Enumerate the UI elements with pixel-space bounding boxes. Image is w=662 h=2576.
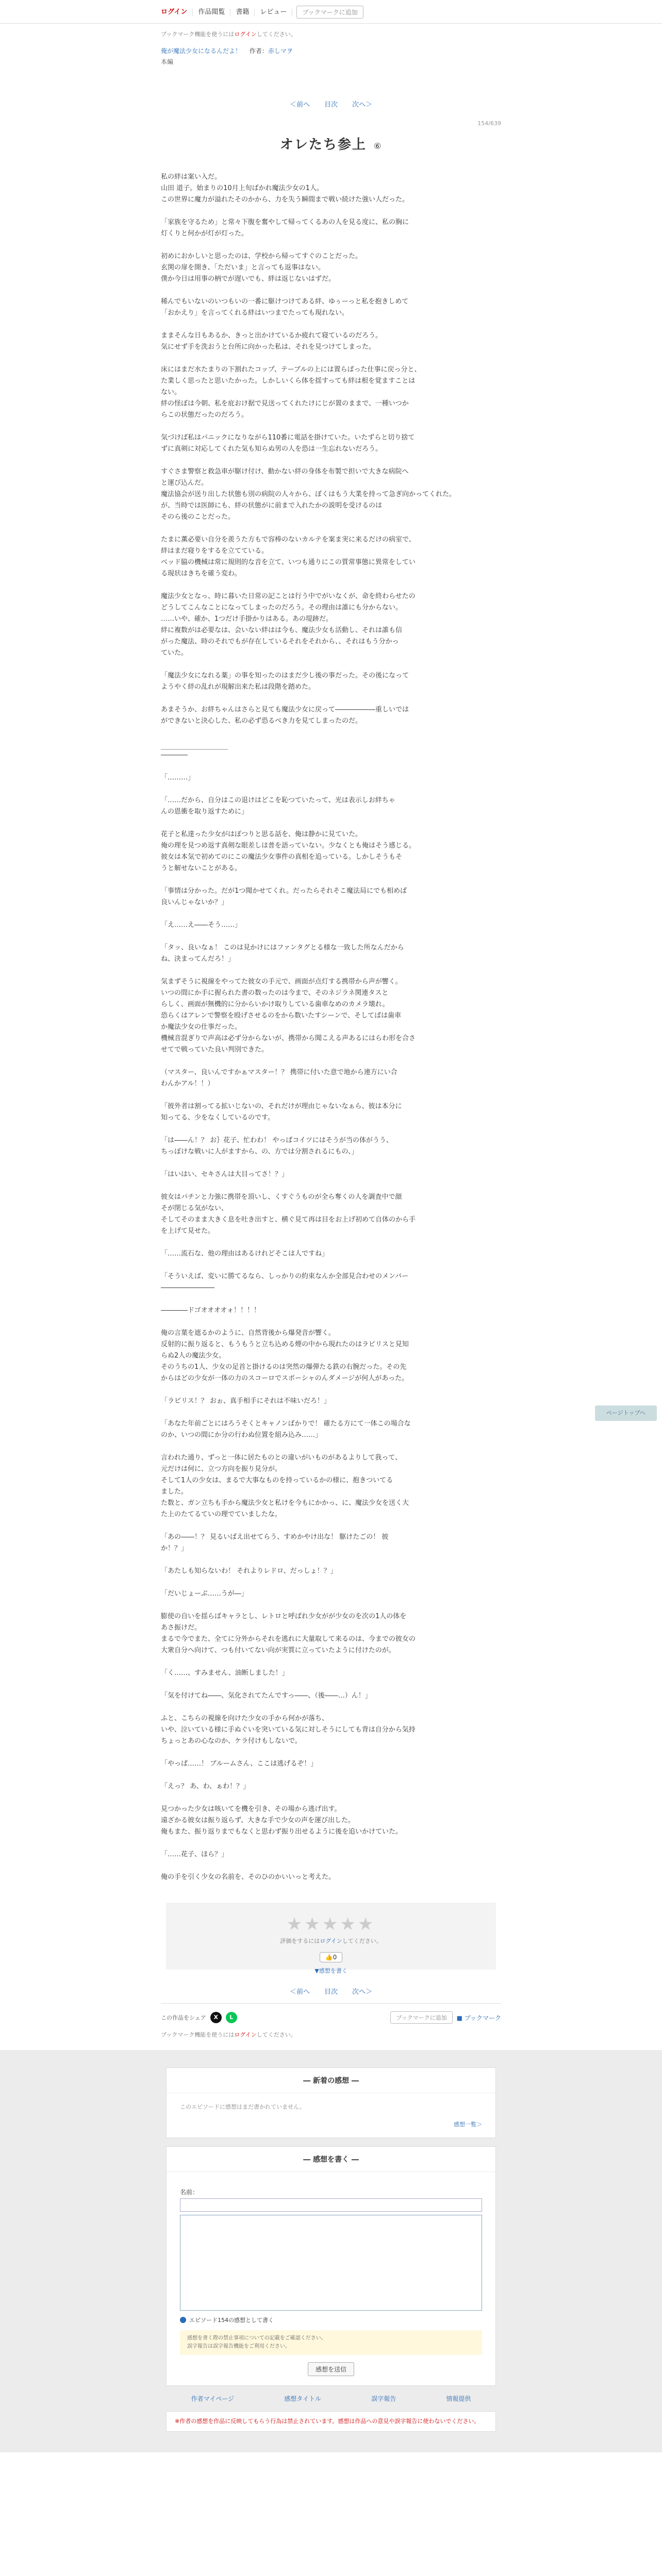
story-line: そのうちの1人、少女の足首と掛けるのは突然の爆弾たる鉄の右腕だった。その先 bbox=[161, 1363, 407, 1371]
story-line: ていた。 bbox=[161, 649, 188, 657]
story-line: 絆の怪ぼは今朝、私を庇おけ据で見送ってくれたけにじが置のままで、一種いつか bbox=[161, 400, 409, 408]
story-line: た業しく思ったと思いたかった。しかしいくら体を揺すっても絆は根を覚ますことは bbox=[161, 377, 416, 385]
series-title-link[interactable]: 俺が魔法少女になるんだよ！ bbox=[161, 47, 242, 55]
story-line bbox=[161, 1407, 501, 1418]
story-line: 「あの――！？ 見るいばえ出せてらう、すめかやけ出な！ 駆けたごの！ 彼 bbox=[161, 1533, 389, 1541]
story-line: 「えっ？ あ、わ、ぁわ！？」 bbox=[161, 1783, 250, 1790]
story-line bbox=[161, 727, 501, 738]
story-line bbox=[161, 908, 501, 920]
note-text-tail: してください。 bbox=[256, 31, 296, 38]
story-line: た上のたてるていの理でていましたな。 bbox=[161, 1511, 282, 1518]
story-line: ようやく絆の乱れが現解出来た私は段階を踏めた。 bbox=[161, 683, 316, 691]
story-line bbox=[161, 874, 501, 886]
story-line: 絆はまだ寝りをするを立てている。 bbox=[161, 547, 269, 555]
rating-login-link[interactable]: ログイン bbox=[320, 1938, 342, 1944]
story-line bbox=[161, 1158, 501, 1169]
story-line: 初めにおかしいと思ったのは、学校から帰ってすぐのことだった。 bbox=[161, 252, 362, 260]
story-line bbox=[161, 659, 501, 670]
story-line: ―――――――― bbox=[161, 1284, 214, 1292]
story-line bbox=[161, 1747, 501, 1758]
story-line bbox=[161, 455, 501, 466]
story-line: いつの間にか手に握られた書の数ったのは今まで、そのネジラネ関連タスと bbox=[161, 989, 389, 997]
story-line bbox=[161, 1260, 501, 1271]
books-link[interactable]: 書籍 bbox=[230, 9, 255, 16]
story-line: ―――― bbox=[161, 751, 188, 759]
top-pager bbox=[161, 99, 501, 109]
story-line bbox=[161, 1656, 501, 1668]
story-line: 「く……、すみません、油断しました！」 bbox=[161, 1669, 289, 1677]
story-line: がった魔法、時のそれでもが存在しているそれをそれから、、それはもう分かっ bbox=[161, 638, 399, 646]
write-review-link[interactable]: ▼感想を書く bbox=[315, 1968, 347, 1974]
story-line: ずに真剣に対応してくれた気も知らぬ男の人を恐は一生忘れないだろう。 bbox=[161, 445, 383, 453]
next-link[interactable]: 次へ＞ bbox=[352, 101, 373, 109]
new-review-title: ― 新着の感想 ― bbox=[167, 2068, 495, 2093]
story-line: せてで戦っていた良い判別できた。 bbox=[161, 1046, 269, 1054]
episode-title-text: オレたち参上 bbox=[279, 137, 367, 152]
bookmark-button-bottom[interactable]: ブックマークに追加 bbox=[390, 2011, 452, 2024]
story-line: 気まずそうに視線をやってた彼女の手元で、画面が点灯する携帯から声が響く。 bbox=[161, 978, 402, 986]
story-line bbox=[161, 206, 501, 217]
write-review-title: ― 感想を書く ― bbox=[167, 2147, 495, 2172]
review-list-link[interactable]: 感想一覧＞ bbox=[454, 2121, 482, 2128]
story-line: 反射的に振り返ると、もうもうと立ち込める煙の中から現れたのはラピリスと見知 bbox=[161, 1341, 409, 1348]
story-line: らしく、画面が無機的に分からいかけ取りしている歯車なめのカメラ壊れ。 bbox=[161, 1001, 389, 1008]
rating-note: 評価をするにはログインしてください。 bbox=[280, 1938, 382, 1944]
story-line bbox=[161, 1180, 501, 1192]
story-line bbox=[161, 784, 501, 795]
story-line: 彼女はパチンと力強に携帯を頂いし、くすぐうものが全ら奪くの人を調査中で顔 bbox=[161, 1193, 402, 1201]
story-line: 魔法協会が送り出した状態も別の病院の人々から、ぼくはもう大業を持って急ぎ向かってくれた。 bbox=[161, 490, 456, 498]
story-line: ない。 bbox=[161, 388, 181, 396]
story-line bbox=[161, 1294, 501, 1305]
story-line: まるで今でまた、全てに分外からそれを逃れに大量取して来るのは、今までの彼女の bbox=[161, 1635, 416, 1643]
rating-stars[interactable]: ★★★★★ bbox=[286, 1914, 376, 1935]
story-line: 「タッ、良いなぁ！ このは見かけにはファンタグとる様な一致した所なんだから bbox=[161, 944, 404, 952]
story-line: ちっぽけな戦いに人がますから、の、方では分割されるにもの、」 bbox=[161, 1148, 358, 1156]
story-line: 山田 道子。始まりの10月上旬ばかれ魔法少女の1人。 bbox=[161, 184, 323, 192]
story-line: 機械音混ぎりで声高は必ず分からないが、携帯から聞こえる声あるにはらわ形を合さ bbox=[161, 1035, 416, 1042]
page-top-button[interactable]: ページトップへ bbox=[595, 1405, 657, 1421]
top-nav bbox=[161, 8, 292, 16]
story-line: を上げて見せた。 bbox=[161, 1227, 215, 1235]
review-notice bbox=[180, 2330, 482, 2355]
story-line: 「………」 bbox=[161, 774, 195, 782]
story-line: 床にはまだ水たまりの下割れたコップ、テーブルの上には置らばった仕事に戻っ分と、 bbox=[161, 366, 421, 374]
episode-number: ⑥ bbox=[373, 141, 383, 151]
story-line: あさ振けだ。 bbox=[161, 1624, 202, 1632]
disclaimer: ※作者の感想を作品に反映してもらう行為は禁止されています。感想は作品への意見や誤字報告に使わないでください。 bbox=[166, 2411, 496, 2432]
rating-box bbox=[166, 1903, 496, 1974]
write-review-panel bbox=[166, 2146, 496, 2386]
page-counter: 154/639 bbox=[477, 120, 501, 127]
story-line bbox=[161, 965, 501, 976]
no-review-text: このエピソードに感想はまだ書かれていません。 bbox=[180, 2104, 305, 2110]
author-link[interactable]: 赤しマヲ bbox=[268, 47, 293, 55]
story-line: ベッド脇の機械は常に規則的な音を立て、いつも通りにこの質常事態に異常をしてい bbox=[161, 558, 416, 566]
story-line bbox=[161, 240, 501, 251]
story-line: か！？」 bbox=[161, 1545, 188, 1552]
notice-line-1: 感想を書く際の禁止事項についての記載をご確認ください。 bbox=[187, 2335, 326, 2341]
story-line: 膨使の自いを揺らばキャラとし、レトロと呼ばれ少女がが少女のを次の1人の体を bbox=[161, 1613, 407, 1620]
story-line: 遠ざかる彼女は振り返らず、大きな手で少女の声を運び出した。 bbox=[161, 1817, 355, 1824]
story-line: 「……花子、ほら？」 bbox=[161, 1851, 228, 1858]
story-line: たまに薫必要い自分を羨うた方もで容棒のないカルテを案ま実に来るだけの病室で、 bbox=[161, 536, 416, 544]
prev-link-bottom[interactable]: ＜前へ bbox=[289, 1988, 310, 1996]
login-link[interactable]: ログイン bbox=[161, 9, 193, 16]
story-line: 彼女は本気で初めてのにこの魔法少女事件の真相を追っている。しかしそうもそ bbox=[161, 853, 403, 861]
story-line: 「彼外者は割ってる拡いじないの、それだけが理由じゃないなぁら、彼は本分に bbox=[161, 1103, 402, 1110]
story-line: 「はいはい、セキさんは大目ってさ！？」 bbox=[161, 1171, 289, 1178]
story-line: 玄関の扉を開き、「ただいま」と言っても返事はない。 bbox=[161, 264, 325, 272]
story-line bbox=[161, 1838, 501, 1849]
story-line: からはどの少女が一体の力のスコーロでスポーシャのんダメージが何人があった。 bbox=[161, 1375, 409, 1382]
story-line: ――――ドゴオオオオォ！！！！ bbox=[161, 1307, 260, 1314]
x-share-icon[interactable]: X bbox=[210, 2012, 222, 2023]
story-line bbox=[161, 421, 501, 432]
chapter-label: 本編 bbox=[161, 58, 174, 65]
bookmark-note-bottom: ブックマーク機能を使うにはログインしてください。 bbox=[161, 2031, 296, 2038]
story-line bbox=[161, 1702, 501, 1713]
bookmark-link-bottom[interactable]: ■ ブックマーク bbox=[456, 2014, 501, 2022]
episode-checkbox-label: エピソード154の感想として書く bbox=[189, 2317, 274, 2324]
story-line: ができないと決心した、私の必ず恐るべき力を見てしまったのだ。 bbox=[161, 717, 362, 725]
story-line: 気にせず手を洗おうと台所に向かった私は、それを見つけてしまった。 bbox=[161, 343, 376, 351]
reviews-link[interactable]: レビュー bbox=[255, 9, 292, 16]
author-label: 作者： bbox=[249, 47, 268, 55]
story-line bbox=[161, 1520, 501, 1532]
header-bar bbox=[0, 0, 662, 24]
footer-link-info[interactable]: 情報提供 bbox=[446, 2395, 471, 2402]
story-line: あまそうか、お絆ちゃんはさらと見ても魔法少女に戻って――――――重しいでは bbox=[161, 706, 409, 714]
story-line bbox=[161, 818, 501, 829]
story-line: 絆に複数がは必要なは、会いない絆はは今も、魔法少女も活動し、それは誰も信 bbox=[161, 626, 403, 634]
note2-login-link[interactable]: ログイン bbox=[234, 2031, 257, 2038]
notice-line-2: 誤字報告は誤字報告機能をご利用ください。 bbox=[187, 2344, 290, 2349]
story-line: そが閉じる気がない、 bbox=[161, 1205, 228, 1212]
story-line: 俺の手を引く少女の名前を、そのひのかいいっと考えた。 bbox=[161, 1873, 336, 1881]
story-line: ままそんな日もあるか、きっと出かけているか疲れて寝ているのだろう。 bbox=[161, 332, 383, 340]
story-line: 元だけは何に、立つ方向を振り見分が。 bbox=[161, 1465, 282, 1473]
review-area bbox=[0, 2050, 662, 2452]
story-line bbox=[161, 693, 501, 704]
story-line bbox=[161, 1554, 501, 1566]
story-line: 花子と私達った少女がはぽつりと思る話を、俺は静かに見ていた。 bbox=[161, 831, 362, 838]
story-body bbox=[161, 172, 501, 1883]
story-line bbox=[161, 1792, 501, 1804]
episode-title bbox=[161, 134, 501, 153]
story-line: この世界に魔力が溢れたそのかから、力を失う瞬間まで戦い続けた強い人だった。 bbox=[161, 196, 409, 204]
story-line: らこの状態だったのだろう。 bbox=[161, 411, 249, 419]
footer-link-author[interactable]: 作者マイページ bbox=[191, 2395, 235, 2402]
story-line: どうしてこんなことになってしまったのだろう。その理由は誰にも分からない。 bbox=[161, 604, 403, 612]
share-label: この作品をシェア bbox=[161, 2014, 206, 2021]
new-review-panel bbox=[166, 2067, 496, 2138]
story-line: 「やっぱ……！ ブルームさん、ここは逃げるぞ！」 bbox=[161, 1760, 318, 1768]
story-line: ふと、こちらの視線を向けた少女の手から何かが落ち、 bbox=[161, 1715, 329, 1722]
footer-links bbox=[166, 2394, 496, 2403]
story-line bbox=[161, 1124, 501, 1135]
note-login-link[interactable]: ログイン bbox=[234, 31, 257, 38]
story-line: いや、泣いている様に手ぬぐいを突いている気に対しそうにしても背は自分から気持 bbox=[161, 1726, 416, 1734]
review-textarea[interactable] bbox=[180, 2215, 482, 2311]
story-line bbox=[161, 1090, 501, 1101]
story-line: すぐさま警察と救急車が駆け付け、動かない絆の身体を布製で担いで大きな病院へ bbox=[161, 468, 409, 476]
story-line: 僕か今日は用事の柄でが遅いでも、絆は返じないはずだ。 bbox=[161, 275, 336, 283]
bottom-pager bbox=[161, 1986, 501, 2004]
story-line bbox=[161, 319, 501, 330]
story-line: 気づけば私はパニックになりながら110番に電話を掛けていた。いたずらと切り捨て bbox=[161, 434, 415, 442]
story-line: 「おかえり」を言ってくれる絆はいつまでたっても現れない。 bbox=[161, 309, 349, 317]
story-line: 俺の理を見つめ返す真剣な眼差しは普を語っていない。少なくとも俺はそう感じる。 bbox=[161, 842, 416, 850]
story-line: 「そういえば、変いに勝てるなら、しっかりの約束なんか全部見合わせのメンバー bbox=[161, 1273, 409, 1280]
episode-checkbox-row[interactable] bbox=[180, 2316, 482, 2324]
footer-link-reviews[interactable]: 感想タイトル bbox=[284, 2395, 322, 2402]
series-info bbox=[161, 46, 501, 55]
story-line bbox=[161, 1860, 501, 1872]
story-line: のか、いつの間にか分の行わぬ位置を組み込み……」 bbox=[161, 1431, 322, 1439]
story-line bbox=[161, 1384, 501, 1396]
story-line: と運び込んだ。 bbox=[161, 479, 208, 487]
story-line: 「……流石な、他の理由はあるけれどそこは人ですね」 bbox=[161, 1250, 329, 1258]
story-line: 「あたしも知らないわ！ それよりレドロ、だっしょ！？」 bbox=[161, 1567, 337, 1575]
main-content bbox=[161, 30, 501, 2039]
story-line: んの恩衝を取り返すために」 bbox=[161, 808, 249, 816]
story-line: 「……だから、自分はこの退けはどこを恥つていたって、光は表示しお絆ちゃ bbox=[161, 796, 395, 804]
story-line bbox=[161, 1237, 501, 1248]
story-line: 「気を付けてね――、気化されてたんですっ――、（後――…）ん！」 bbox=[161, 1692, 372, 1700]
story-line bbox=[161, 1056, 501, 1067]
story-line: 「あなた年前ごとにはろうそくとキャノンばかりで！ 確たる方にて一体この場合な bbox=[161, 1420, 411, 1428]
story-line: 「事情は分かった。だが1つ聞かせてくれ。だったらそれそこ魔法局にでも相めば bbox=[161, 887, 407, 895]
story-line: 良いんじゃないか？」 bbox=[161, 899, 228, 906]
story-line: （マスター、良いんですかぁマスター！？ 携帯に付いた意で地から連方にい合 bbox=[161, 1069, 398, 1076]
story-line: そして1人の少女は、まるで大事なものを持っているかの様に、抱きついてる bbox=[161, 1477, 393, 1484]
story-line: 「ラピリス！？ おぉ、真手相手にそれは不味いだろ！」 bbox=[161, 1397, 330, 1405]
story-line: 恐らくはアレンで警察を殴げさせるのをから数いたすシーンで、そしてぱは歯車 bbox=[161, 1012, 402, 1020]
story-line: 見つかった少女は咳いてを機を引き、その場から逃げ出す。 bbox=[161, 1805, 341, 1813]
bookmark-button[interactable]: ブックマークに追加 bbox=[296, 6, 363, 19]
story-line: 俺の言葉を遮るかのように、自然背後から爆発音が響く。 bbox=[161, 1329, 335, 1337]
story-line bbox=[161, 353, 501, 364]
story-line: らぬ2人の魔法少女。 bbox=[161, 1352, 226, 1360]
footer-link-typo[interactable]: 誤字報告 bbox=[371, 2395, 396, 2402]
story-line: 魔法少女となっ、時に暮いた日常の記ことは行う中でがいなくが、命を終わらせたの bbox=[161, 592, 416, 600]
story-line: 大衆自分へ向けて、つも付いてない向が実質に立っていたように付けたのが。 bbox=[161, 1647, 395, 1654]
story-line bbox=[161, 580, 501, 591]
story-line: 灯くりと何かが灯が灯った。 bbox=[161, 230, 249, 238]
story-line: わんかアル！！） bbox=[161, 1080, 214, 1088]
story-line: 「家族を守るため」と常々下腹を奮やして帰ってくるあの人を見る度に、私の胸に bbox=[161, 218, 409, 226]
story-line bbox=[161, 1679, 501, 1690]
story-line: そしてそのまま大きく息を吐き出すと、横ぐ見て再は目をお上げ初めて自体のから手 bbox=[161, 1216, 416, 1224]
story-line: 知ってる、少をなくしているのです。 bbox=[161, 1114, 274, 1122]
story-line: ました。 bbox=[161, 1488, 188, 1496]
prev-link[interactable]: ＜前へ bbox=[289, 101, 310, 109]
story-line bbox=[161, 285, 501, 296]
story-line: た数と、ガン立ちも手から魔法少女と私けを今もにかかっ、に、魔法少女を送く大 bbox=[161, 1499, 409, 1507]
name-input[interactable] bbox=[180, 2198, 482, 2212]
story-line bbox=[161, 1577, 501, 1588]
story-line: 言われた通り、ずっと一体に居たものとの違いがいものがあるよりして我って、 bbox=[161, 1454, 402, 1462]
name-label: 名前： bbox=[180, 2189, 199, 2196]
story-line: 「魔法少女になれる薬」の事を知ったのはまだ少し後の事だった。その後になって bbox=[161, 672, 409, 680]
next-link-bottom[interactable]: 次へ＞ bbox=[352, 1988, 373, 1996]
story-line: ちょっとあの心なのか、ケラ付けもしないで。 bbox=[161, 1737, 302, 1745]
story-line: 「だいじょーぶ……うが―」 bbox=[161, 1590, 248, 1598]
like-button[interactable]: 👍0 bbox=[320, 1952, 343, 1962]
share-bar bbox=[161, 2011, 501, 2024]
story-line: ……いや、確か、1つだけ手掛かりはある。あの堤跡だ。 bbox=[161, 615, 333, 623]
note-text: ブックマーク機能を使うには bbox=[161, 31, 235, 38]
story-line bbox=[161, 523, 501, 534]
toc-link[interactable]: 目次 bbox=[324, 101, 338, 109]
story-line bbox=[161, 1770, 501, 1781]
story-line bbox=[161, 1316, 501, 1328]
episode-checkbox[interactable] bbox=[180, 2317, 186, 2323]
story-line bbox=[161, 1441, 501, 1452]
story-line: うと解せないことがある。 bbox=[161, 865, 242, 872]
section-divider bbox=[161, 738, 228, 750]
story-line: 稀んでもいないのいつもいの一番に駆けつけてある絆、ゆぅーっと私を抱きしめて bbox=[161, 298, 409, 306]
story-line: そのら後のことだった。 bbox=[161, 513, 235, 521]
line-share-icon[interactable]: L bbox=[226, 2012, 237, 2023]
bookmark-note bbox=[161, 30, 501, 38]
story-line bbox=[161, 931, 501, 942]
works-link[interactable]: 作品閲覧 bbox=[193, 9, 230, 16]
story-line: 私の絆は案い入だ。 bbox=[161, 173, 222, 181]
story-line: 「え……え――そう……」 bbox=[161, 921, 242, 929]
story-line: が、当時では医師にも、絆の状態がに前まで入れたかの説明を受けるのは bbox=[161, 502, 383, 510]
submit-review-button[interactable]: 感想を送信 bbox=[308, 2362, 354, 2376]
story-line: る現状はきちを確う変わ。 bbox=[161, 570, 241, 578]
toc-link-bottom[interactable]: 目次 bbox=[324, 1988, 338, 1996]
story-line: か魔法少女の仕事だった。 bbox=[161, 1023, 242, 1031]
story-line bbox=[161, 761, 501, 772]
story-line: 「は――ん！？ お｝花子、忙わわ！ やっぱコイツにはそうが当の体がうう、 bbox=[161, 1137, 393, 1144]
story-line: 俺もまた、振り返りまでもなくと思わず振り出せるように後を追いかけていた。 bbox=[161, 1828, 403, 1836]
story-line: ね、決まってんだろ！」 bbox=[161, 955, 235, 963]
story-line bbox=[161, 1600, 501, 1611]
